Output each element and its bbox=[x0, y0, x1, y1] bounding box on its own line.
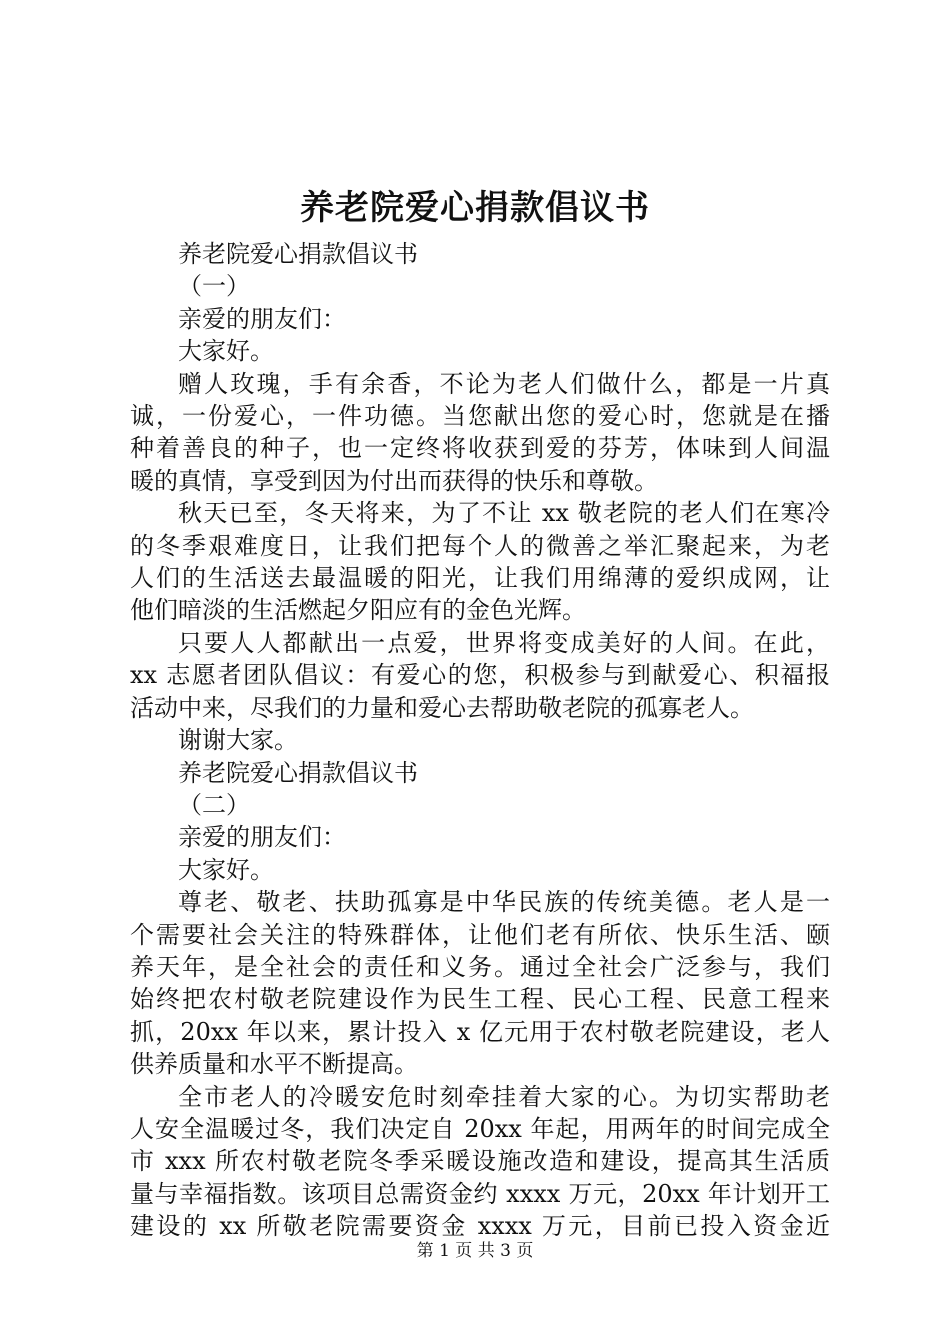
paragraph-line: 赠人玫瑰，手有余香，不论为老人们做什么，都是一片真 bbox=[178, 369, 830, 398]
paragraph-line: 个需要社会关注的特殊群体，让他们老有所依、快乐生活、颐 bbox=[130, 920, 830, 949]
paragraph-line: 人安全温暖过冬，我们决定自 20xx 年起，用两年的时间完成全 bbox=[130, 1114, 830, 1143]
paragraph-line: 全市老人的冷暖安危时刻牵挂着大家的心。为切实帮助老 bbox=[178, 1082, 830, 1111]
section1-paragraph-1 bbox=[130, 368, 830, 498]
paragraph-line: 种着善良的种子，也一定终将收获到爱的芬芳，体味到人间温 bbox=[130, 434, 830, 463]
paragraph-line: 只要人人都献出一点爱，世界将变成美好的人间。在此， bbox=[178, 628, 830, 657]
paragraph-line: 量与幸福指数。该项目总需资金约 xxxx 万元，20xx 年计划开工 bbox=[130, 1179, 830, 1208]
section1-salutation: 亲爱的朋友们： bbox=[178, 304, 346, 333]
paragraph-line: 始终把农村敬老院建设作为民生工程、民心工程、民意工程来 bbox=[130, 985, 830, 1014]
paragraph-line: 建设的 xx 所敬老院需要资金 xxxx 万元，目前已投入资金近 bbox=[130, 1212, 830, 1241]
section2-salutation: 亲爱的朋友们： bbox=[178, 823, 346, 852]
paragraph-line: xx 志愿者团队倡议：有爱心的您，积极参与到献爱心、积福报 bbox=[130, 661, 830, 690]
section1-paragraph-2 bbox=[130, 497, 830, 627]
paragraph-line: 他们暗淡的生活燃起夕阳应有的金色光辉。 bbox=[130, 596, 586, 625]
paragraph-line: 供养质量和水平不断提高。 bbox=[130, 1050, 418, 1079]
paragraph-line: 的冬季艰难度日，让我们把每个人的微善之举汇聚起来，为老 bbox=[130, 531, 830, 560]
section2-number: （二） bbox=[178, 790, 250, 819]
section2-greeting: 大家好。 bbox=[178, 855, 274, 884]
document-body bbox=[130, 238, 830, 1243]
paragraph-line: 尊老、敬老、扶助孤寡是中华民族的传统美德。老人是一 bbox=[178, 888, 830, 917]
section1-heading: 养老院爱心捐款倡议书 bbox=[178, 240, 418, 268]
paragraph-line: 人们的生活送去最温暖的阳光，让我们用绵薄的爱织成网，让 bbox=[130, 564, 830, 593]
page-footer: 第 1 页 共 3 页 bbox=[416, 1241, 534, 1261]
paragraph-line: 诚，一份爱心，一件功德。当您献出您的爱心时，您就是在播 bbox=[130, 402, 830, 431]
section2-paragraph-1 bbox=[130, 886, 830, 1080]
section1-greeting: 大家好。 bbox=[178, 337, 274, 366]
section1-paragraph-3 bbox=[130, 627, 830, 724]
document-title: 养老院爱心捐款倡议书 bbox=[300, 188, 650, 228]
section2-paragraph-2 bbox=[130, 1081, 830, 1243]
section1-number: （一） bbox=[178, 272, 250, 301]
paragraph-line: 暖的真情，享受到因为付出而获得的快乐和尊敬。 bbox=[130, 466, 658, 495]
paragraph-line: 养天年，是全社会的责任和义务。通过全社会广泛参与，我们 bbox=[130, 952, 830, 981]
paragraph-line: 秋天已至，冬天将来，为了不让 xx 敬老院的老人们在寒冷 bbox=[178, 499, 830, 528]
paragraph-line: 抓，20xx 年以来，累计投入 x 亿元用于农村敬老院建设，老人 bbox=[130, 1017, 830, 1046]
paragraph-line: 市 xxx 所农村敬老院冬季采暖设施改造和建设，提高其生活质 bbox=[130, 1147, 830, 1176]
paragraph-line: 活动中来，尽我们的力量和爱心去帮助敬老院的孤寡老人。 bbox=[130, 693, 754, 722]
section2-heading: 养老院爱心捐款倡议书 bbox=[178, 758, 418, 787]
section1-closing: 谢谢大家。 bbox=[178, 726, 298, 755]
